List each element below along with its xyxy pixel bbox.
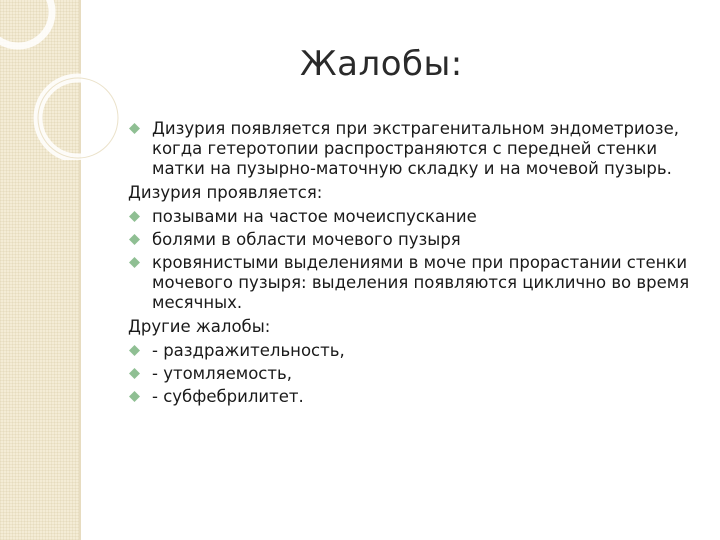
bullet-icon — [129, 391, 140, 402]
list-item-text: - субфебрилитет. — [152, 387, 304, 406]
list-item — [128, 119, 708, 179]
bullet-icon — [129, 257, 140, 268]
list-item-text: позывами на частое мочеиспускание — [152, 207, 477, 226]
list-item-text: кровянистыми выделениями в моче при прорастании стенки мочевого пузыря: выделения появляются циклично во время месячных. — [152, 253, 690, 312]
list-heading — [128, 317, 708, 337]
list-item-text: - утомляемость, — [152, 364, 292, 383]
bullet-icon — [129, 234, 140, 245]
list-item — [128, 341, 708, 361]
slide-title: Жалобы: — [300, 44, 463, 84]
list-item — [128, 230, 708, 250]
list-item-text: болями в области мочевого пузыря — [152, 230, 461, 249]
bullet-icon — [129, 211, 140, 222]
decorative-circles — [0, 0, 120, 160]
list-item — [128, 387, 708, 407]
list-heading — [128, 183, 708, 203]
list-item-text: - раздражительность, — [152, 341, 345, 360]
bullet-icon — [129, 345, 140, 356]
list-heading-text: Другие жалобы: — [128, 317, 271, 336]
bullet-icon — [129, 123, 140, 134]
slide-body — [128, 119, 708, 410]
list-item — [128, 364, 708, 384]
list-item-text: Дизурия появляется при экстрагенитальном эндометриозе, когда гетеротопии распространяются с передней стенки матки на пузырно-маточную складку и на мочевой пузырь. — [152, 119, 679, 178]
list-item — [128, 253, 708, 313]
list-heading-text: Дизурия проявляется: — [128, 183, 323, 202]
list-item — [128, 207, 708, 227]
bullet-icon — [129, 368, 140, 379]
